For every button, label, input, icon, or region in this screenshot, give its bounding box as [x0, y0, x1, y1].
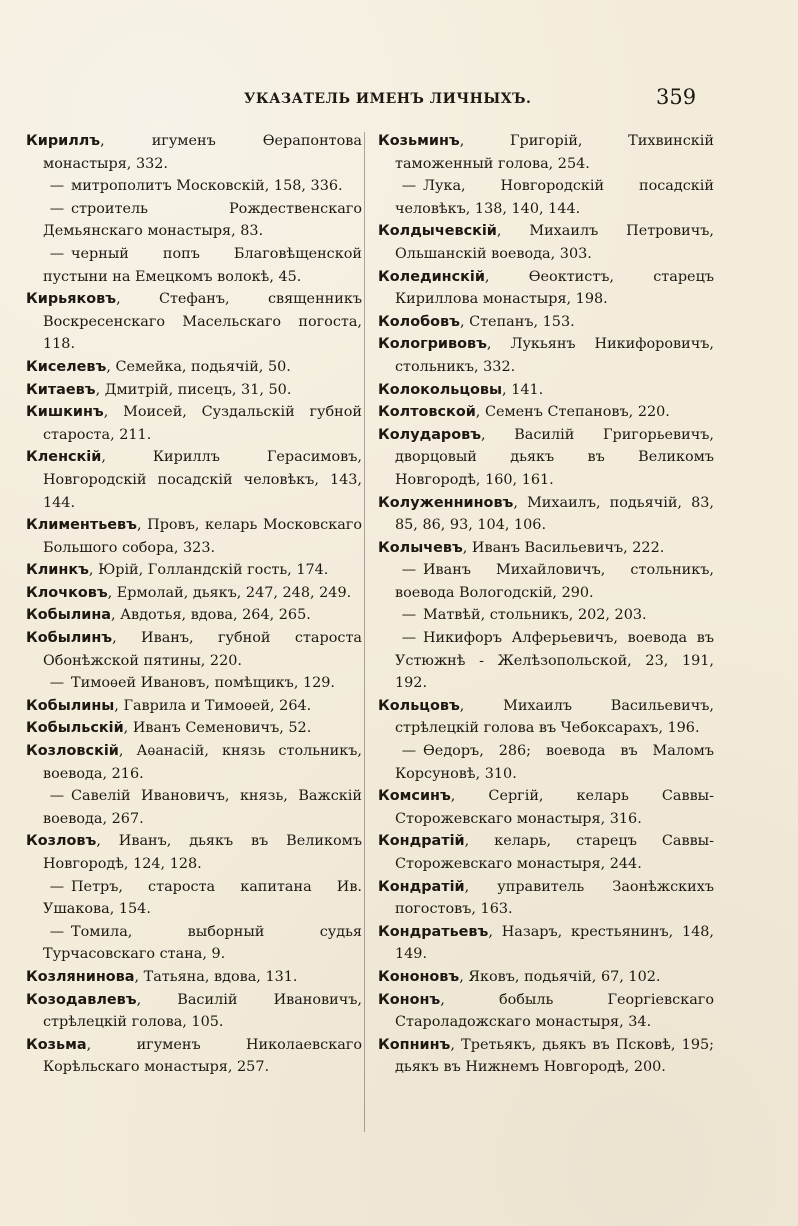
index-entry	[378, 559, 714, 604]
entry-headword: Кондратьевъ	[378, 923, 489, 940]
entry-text: , Иванъ, губной староста Обонѣжской пятины, 220.	[43, 630, 362, 669]
index-entry	[26, 830, 362, 875]
index-entry	[378, 130, 714, 175]
entry-headword: Колединскій	[378, 268, 485, 285]
entry-text: , Иванъ, дьякъ въ Великомъ Новгородѣ, 124, 128.	[43, 833, 362, 872]
index-entry	[26, 198, 362, 243]
entry-headword: Кишкинъ	[26, 404, 104, 421]
ditto-dash: —	[49, 923, 65, 940]
entry-headword: Колуженниновъ	[378, 494, 514, 511]
ditto-dash: —	[401, 562, 417, 579]
entry-text: , Юрій, Голландскій гость, 174.	[88, 562, 329, 579]
entry-headword: Кольцовъ	[378, 697, 460, 714]
entry-headword: Козодавлевъ	[26, 991, 137, 1008]
index-entry	[26, 401, 362, 446]
entry-text: черный попъ Благовѣщенской пустыни на Емецкомъ волокѣ, 45.	[43, 245, 362, 285]
entry-headword: Колобовъ	[378, 313, 460, 330]
index-entry	[26, 989, 362, 1034]
entry-text: , Иванъ Васильевичъ, 222.	[462, 539, 665, 556]
ditto-dash: —	[401, 743, 417, 760]
entry-text: , Григорій, Тихвинскій таможенный голова, 254.	[395, 133, 714, 172]
entry-text: строитель Рождественскаго Демьянскаго монастыря, 83.	[43, 200, 362, 240]
index-entry	[26, 559, 362, 582]
entry-text: Томила, выборный судья Турчасовскаго стана, 9.	[43, 923, 362, 963]
entry-headword: Кленскій	[26, 449, 102, 466]
entry-headword: Климентьевъ	[26, 517, 137, 534]
entry-headword: Кобылины	[26, 697, 115, 714]
index-entry	[26, 446, 362, 514]
entry-text: , Михаилъ Петровичъ, Ольшанскій воевода, 303.	[395, 223, 714, 262]
entry-text: , Татьяна, вдова, 131.	[134, 968, 298, 985]
entry-text: , келарь, старецъ Саввы-Сторожевскаго монастыря, 244.	[395, 833, 714, 872]
entry-headword: Колычевъ	[378, 539, 463, 556]
index-entry	[26, 514, 362, 559]
ditto-dash: —	[49, 245, 65, 262]
entry-headword: Кононовъ	[378, 968, 460, 985]
index-entry	[378, 424, 714, 492]
index-entry	[378, 492, 714, 537]
entry-headword: Колударовъ	[378, 426, 482, 443]
entry-text: Тимоѳей Ивановъ, помѣщикъ, 129.	[71, 675, 336, 692]
index-entry	[26, 740, 362, 785]
ditto-dash: —	[49, 178, 65, 195]
entry-headword: Кириллъ	[26, 133, 101, 149]
index-entry	[378, 830, 714, 875]
entry-headword: Кондратій	[378, 833, 465, 850]
entry-text: , Лукьянъ Никифоровичъ, стольникъ, 332.	[395, 336, 714, 375]
entry-text: Никифоръ Алферьевичъ, воевода въ Устюжнѣ - Желѣзопольской, 23, 191, 192.	[395, 630, 714, 692]
page-number: 359	[656, 85, 697, 109]
index-entry	[378, 175, 714, 220]
entry-text: Ѳедоръ, 286; воевода въ Маломъ Корсуновѣ, 310.	[395, 743, 714, 782]
entry-headword: Колокольцовы	[378, 381, 503, 398]
entry-text: , Василій Ивановичъ, стрѣлецкій голова, 105.	[43, 991, 362, 1031]
entry-text: , игуменъ Ѳерапонтова монастыря, 332.	[43, 133, 362, 172]
index-entry	[378, 604, 714, 627]
index-entry	[26, 243, 362, 288]
index-entry	[26, 604, 362, 627]
entry-text: , Сергій, келарь Саввы-Сторожевскаго монастыря, 316.	[395, 788, 714, 827]
index-entry	[26, 876, 362, 921]
ditto-dash: —	[49, 788, 65, 805]
index-entry	[378, 695, 714, 740]
entry-text: , Третьякъ, дьякъ въ Псковѣ, 195; дьякъ въ Нижнемъ Новгородѣ, 200.	[395, 1036, 714, 1076]
entry-headword: Кобыльскій	[26, 720, 124, 737]
ditto-dash: —	[49, 675, 65, 692]
index-entry	[26, 356, 362, 379]
entry-headword: Клинкъ	[26, 562, 89, 579]
ditto-dash: —	[401, 178, 417, 195]
entry-text: , бобыль Георгіевскаго Староладожскаго монастыря, 34.	[395, 991, 714, 1031]
page-header	[0, 85, 798, 115]
index-entry	[378, 627, 714, 695]
entry-headword: Кобылинъ	[26, 630, 113, 647]
entry-text: Савелій Ивановичъ, князь, Важскій воевода, 267.	[43, 788, 362, 827]
entry-headword: Кондратій	[378, 878, 465, 895]
entry-text: , Ермолай, дьякъ, 247, 248, 249.	[107, 584, 352, 601]
ditto-dash: —	[401, 607, 417, 624]
index-entry	[26, 1034, 362, 1079]
index-entry	[26, 130, 362, 175]
entry-headword: Козлянинова	[26, 968, 135, 985]
entry-headword: Китаевъ	[26, 381, 96, 398]
index-entry	[378, 266, 714, 311]
entry-text: , Степанъ, 153.	[459, 313, 575, 330]
entry-text: Матвѣй, стольникъ, 202, 203.	[423, 607, 647, 624]
ditto-dash: —	[49, 878, 65, 895]
entry-text: , Иванъ Семеновичъ, 52.	[123, 720, 312, 737]
index-entry	[26, 695, 362, 718]
index-entry	[26, 379, 362, 402]
left-column	[26, 130, 362, 1079]
index-entry	[378, 537, 714, 560]
ditto-dash: —	[401, 630, 417, 647]
entry-text: , Провъ, келарь Московскаго Большого собора, 323.	[43, 517, 362, 556]
running-title: УКАЗАТЕЛЬ ИМЕНЪ ЛИЧНЫХЪ.	[244, 91, 532, 107]
entry-text: , Стефанъ, священникъ Воскресенскаго Масельскаго погоста, 118.	[43, 291, 362, 353]
entry-text: митрополитъ Московскій, 158, 336.	[71, 178, 343, 195]
entry-headword: Козловъ	[26, 833, 97, 850]
index-entry	[378, 401, 714, 424]
index-entry	[26, 921, 362, 966]
entry-text: , Яковъ, подьячій, 67, 102.	[459, 968, 661, 985]
entry-headword: Кирьяковъ	[26, 291, 117, 308]
index-entry	[378, 876, 714, 921]
index-entry	[26, 627, 362, 672]
index-entry	[378, 785, 714, 830]
index-entry	[26, 717, 362, 740]
index-entry	[378, 311, 714, 334]
entry-text: , Моисей, Суздальскій губной староста, 211.	[43, 404, 362, 443]
entry-text: , Авдотья, вдова, 264, 265.	[111, 607, 311, 624]
entry-headword: Клочковъ	[26, 584, 108, 601]
entry-headword: Козьминъ	[378, 133, 460, 149]
entry-text: , управитель Заонѣжскихъ погостовъ, 163.	[395, 878, 714, 918]
entry-headword: Козловскій	[26, 743, 119, 760]
entry-headword: Кононъ	[378, 991, 441, 1008]
index-entry	[26, 672, 362, 695]
entry-text: , Гаврила и Тимоѳей, 264.	[114, 697, 312, 714]
entry-headword: Колдычевскій	[378, 223, 497, 240]
entry-text: , Михаилъ, подьячій, 83, 85, 86, 93, 104, 106.	[395, 494, 714, 534]
entry-headword: Кобылина	[26, 607, 111, 624]
index-entry	[26, 175, 362, 198]
ditto-dash: —	[49, 200, 65, 217]
index-entry	[378, 740, 714, 785]
entry-text: Иванъ Михайловичъ, стольникъ, воевода Вологодскій, 290.	[395, 562, 714, 601]
entry-text: , Семенъ Степановъ, 220.	[475, 404, 670, 421]
entry-text: , Аѳанасій, князь стольникъ, воевода, 216.	[43, 743, 362, 782]
index-entry	[378, 989, 714, 1034]
entry-text: , Ѳеоктистъ, старецъ Кириллова монастыря, 198.	[395, 268, 714, 308]
index-entry	[26, 582, 362, 605]
entry-headword: Козьма	[26, 1036, 87, 1053]
index-entry	[378, 220, 714, 265]
entry-text: , 141.	[502, 381, 544, 398]
entry-text: Петръ, староста капитана Ив. Ушакова, 154.	[43, 878, 362, 918]
entry-headword: Копнинъ	[378, 1036, 451, 1053]
entry-text: Лука, Новгородскій посадскій человѣкъ, 138, 140, 144.	[395, 178, 714, 217]
index-entry	[378, 379, 714, 402]
index-entry	[378, 1034, 714, 1079]
entry-headword: Киселевъ	[26, 358, 107, 375]
entry-headword: Комсинъ	[378, 788, 451, 805]
entry-text: , Василій Григорьевичъ, дворцовый дьякъ въ Великомъ Новгородѣ, 160, 161.	[395, 426, 714, 488]
entry-text: , Кириллъ Герасимовъ, Новгородскій посадскій человѣкъ, 143, 144.	[43, 449, 362, 511]
index-entry	[26, 785, 362, 830]
right-column	[378, 130, 714, 1079]
index-entry	[26, 288, 362, 356]
entry-text: , Назаръ, крестьянинъ, 148, 149.	[395, 923, 714, 963]
index-entry	[378, 921, 714, 966]
entry-headword: Кологривовъ	[378, 336, 487, 353]
entry-text: , Дмитрій, писецъ, 31, 50.	[95, 381, 292, 398]
index-entry	[378, 333, 714, 378]
column-divider	[364, 132, 365, 1132]
entry-text: , Михаилъ Васильевичъ, стрѣлецкій голова въ Чебоксарахъ, 196.	[395, 697, 714, 737]
entry-headword: Колтовской	[378, 404, 476, 421]
entry-text: , Семейка, подьячій, 50.	[106, 358, 291, 375]
index-entry	[26, 966, 362, 989]
entry-text: , игуменъ Николаевскаго Корѣльскаго монастыря, 257.	[43, 1036, 362, 1076]
index-entry	[378, 966, 714, 989]
